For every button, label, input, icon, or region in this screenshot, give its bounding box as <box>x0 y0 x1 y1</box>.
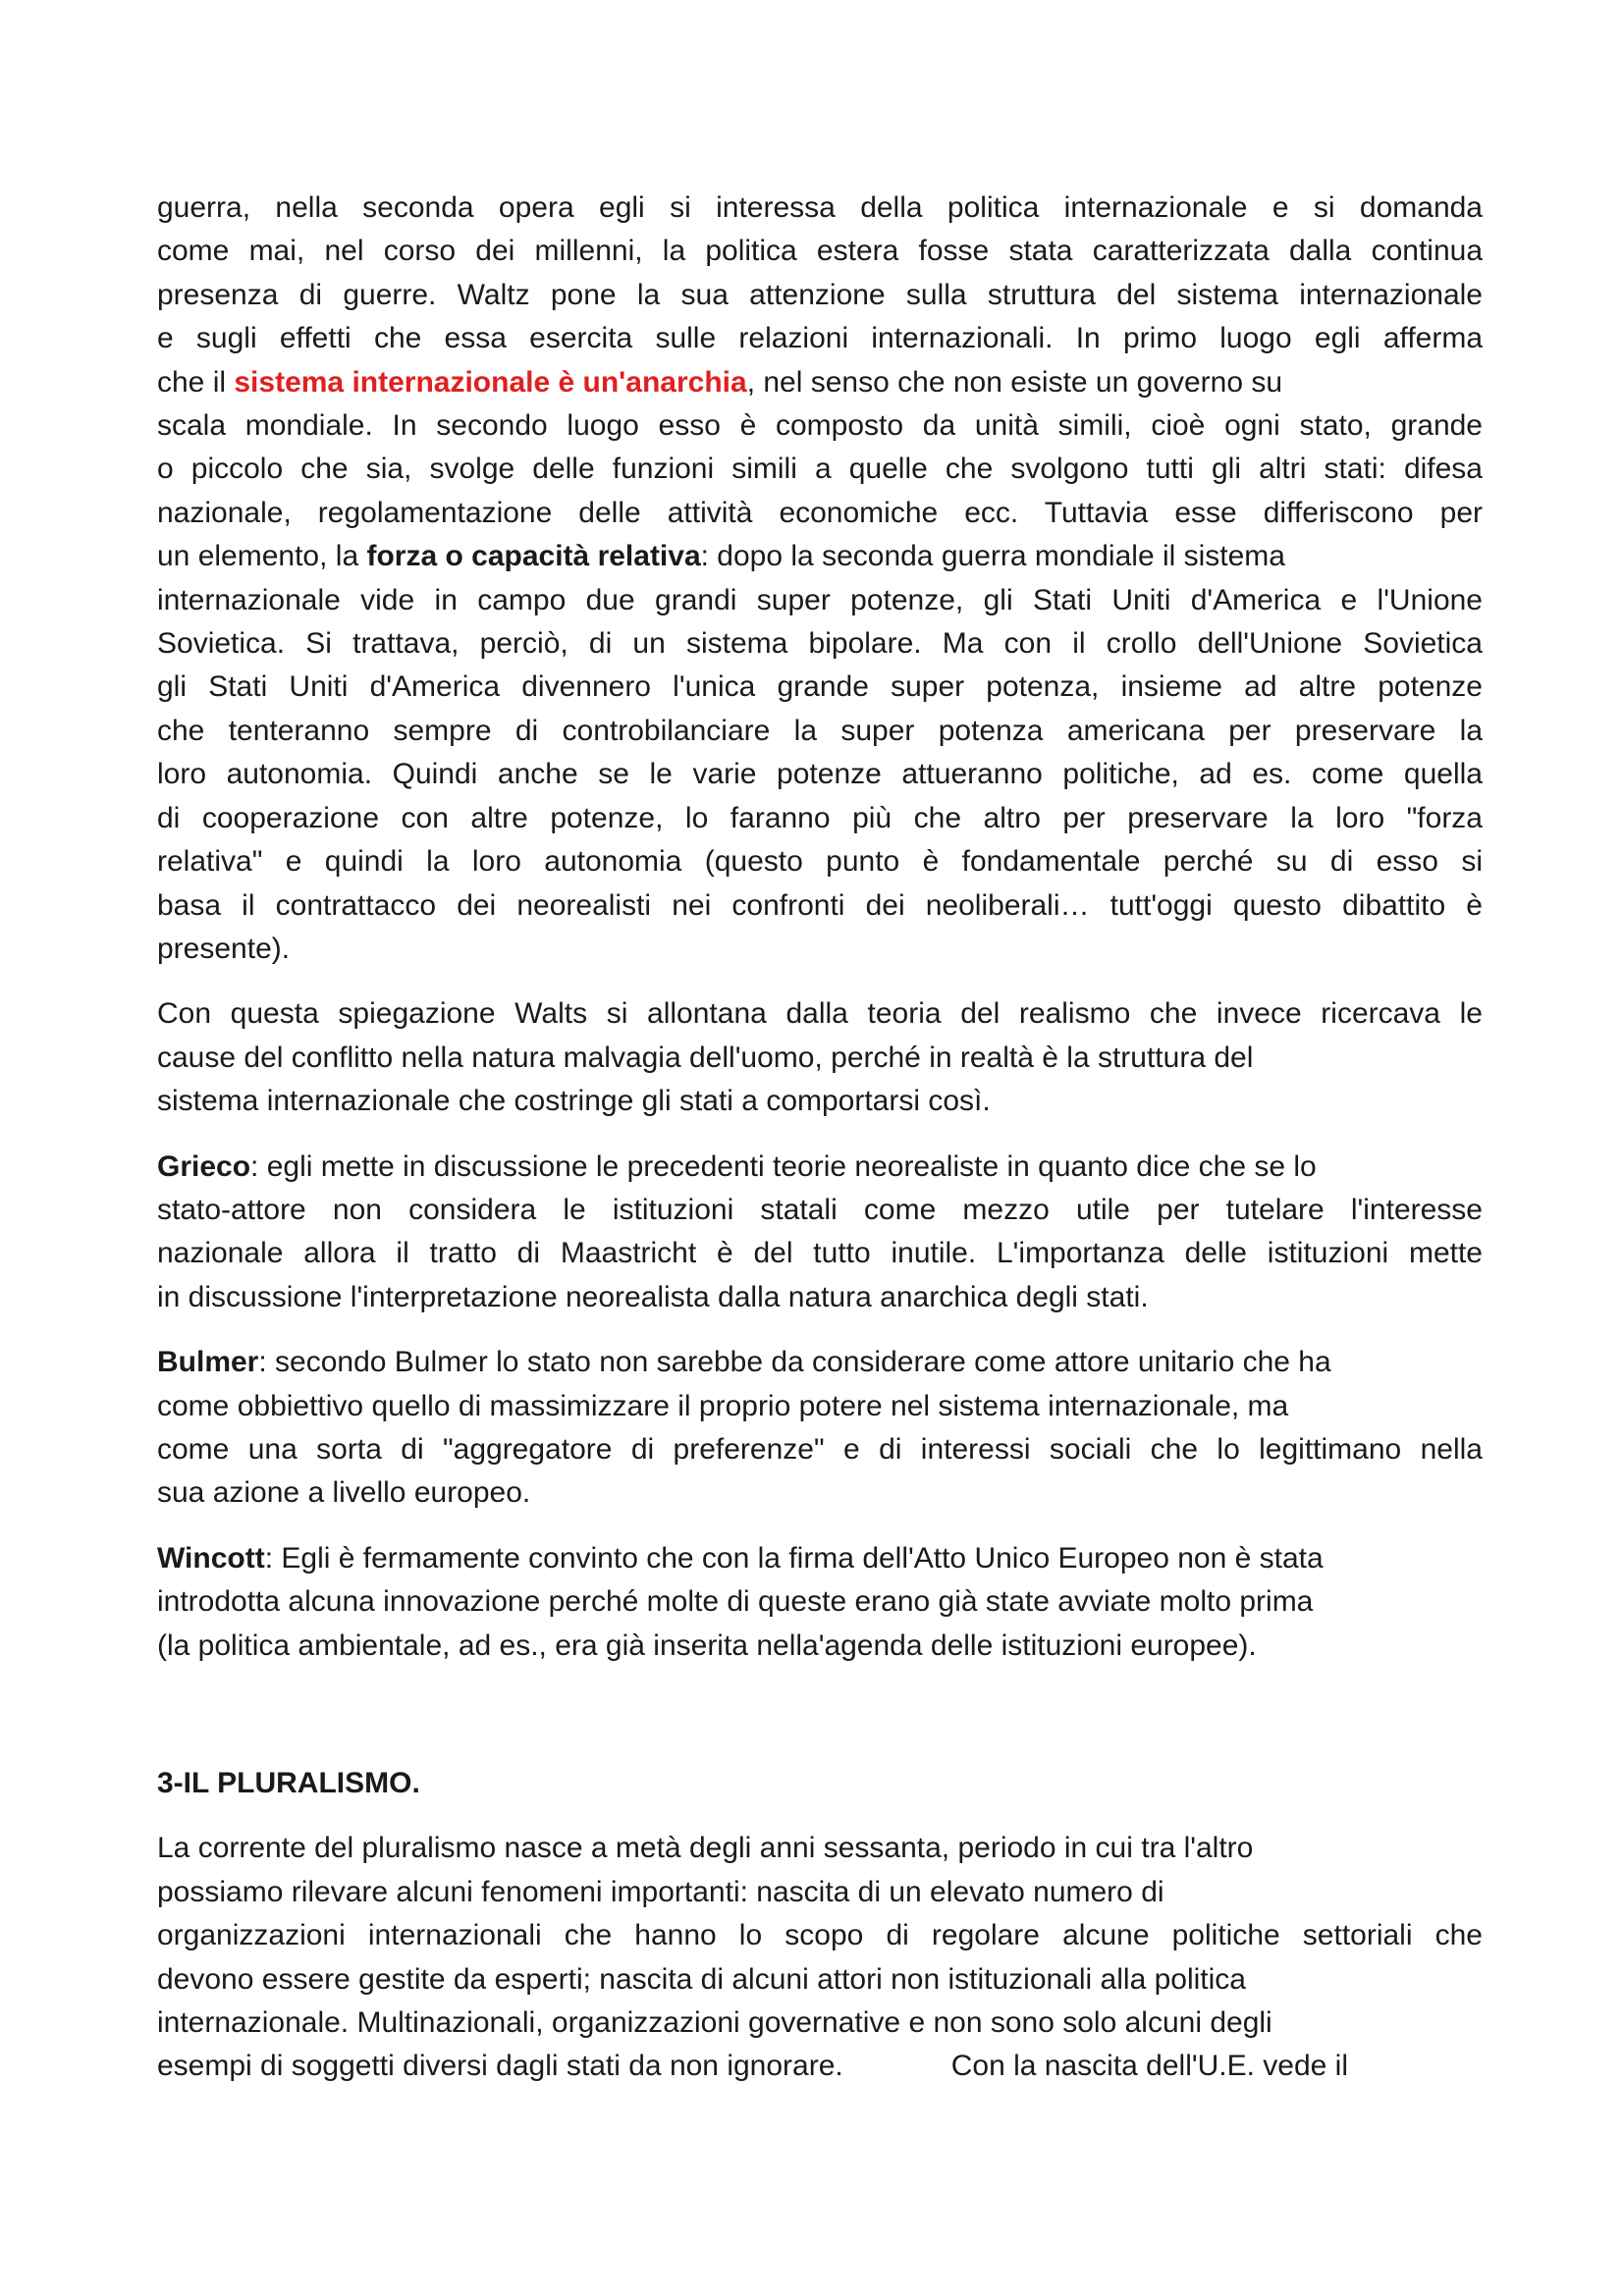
section-spacer <box>157 1668 1483 1762</box>
text-line: loro autonomia. Quindi anche se le varie potenze attueranno politiche, ad es. come quella <box>157 758 1483 791</box>
text-line: introdotta alcuna innovazione perché molte di queste erano già state avviate molto prima <box>157 1585 1314 1619</box>
text-line: come obbiettivo quello di massimizzare il proprio potere nel sistema internazionale, ma <box>157 1389 1289 1422</box>
text-line: di cooperazione con altre potenze, lo faranno più che altro per preservare la loro "forza <box>157 801 1483 834</box>
text-line <box>157 535 1483 578</box>
text-line: stato-attore non considera le istituzioni statali come mezzo utile per tutelare l'interesse <box>157 1193 1483 1226</box>
text-line: sistema internazionale che costringe gli stati a comportarsi così. <box>157 1085 991 1118</box>
text-line: guerra, nella seconda opera egli si interessa della politica internazionale e si domanda <box>157 191 1483 224</box>
text-fragment: , nel senso che non esiste un governo su <box>746 365 1283 399</box>
text-line: presenza di guerre. Waltz pone la sua attenzione sulla struttura del sistema internazionale <box>157 278 1483 311</box>
paragraph-grieco <box>157 1146 1483 1320</box>
document-page <box>157 187 1483 2089</box>
text-fragment: esempi di soggetti diversi dagli stati da non ignorare. <box>157 2050 843 2083</box>
text-line: nazionale, regolamentazione delle attività economiche ecc. Tuttavia esse differiscono per <box>157 496 1483 529</box>
text-line: possiamo rilevare alcuni fenomeni importanti: nascita di un elevato numero di <box>157 1875 1164 1908</box>
text-fragment: : dopo la seconda guerra mondiale il sistema <box>700 540 1285 573</box>
author-name-wincott: Wincott <box>157 1541 265 1575</box>
text-line: internazionale vide in campo due grandi super potenze, gli Stati Uniti d'America e l'Unione <box>157 583 1483 616</box>
text-line: in discussione l'interpretazione neorealista dalla natura anarchica degli stati. <box>157 1280 1149 1313</box>
author-name-bulmer: Bulmer <box>157 1346 259 1379</box>
text-line: presente). <box>157 932 291 965</box>
text-line: Con questa spiegazione Walts si allontana dalla teoria del realismo che invece ricercava le <box>157 997 1483 1031</box>
paragraph-spacer <box>157 1805 1483 1827</box>
section-heading: 3-IL PLURALISMO. <box>157 1767 420 1799</box>
paragraph-spacer <box>157 1124 1483 1146</box>
highlight-anarchia: sistema internazionale è un'anarchia <box>234 365 747 399</box>
paragraph-waltz <box>157 187 1483 971</box>
text-line <box>157 1537 1483 1580</box>
paragraph-pluralismo <box>157 1827 1483 2088</box>
text-fragment: che il <box>157 365 235 399</box>
text-line: gli Stati Uniti d'America divennero l'unica grande super potenza, insieme ad altre potenze <box>157 670 1483 704</box>
text-line: nazionale allora il tratto di Maastricht è del tutto inutile. L'importanza delle istituzioni mette <box>157 1237 1483 1270</box>
text-line: organizzazioni internazionali che hanno lo scopo di regolare alcune politiche settoriali che <box>157 1919 1483 1952</box>
text-line: basa il contrattacco dei neorealisti nei confronti dei neoliberali… tutt'oggi questo dibattito è <box>157 888 1483 922</box>
bold-forza-relativa: forza o capacità relativa <box>366 540 701 573</box>
text-line: (la politica ambientale, ad es., era già inserita nella'agenda delle istituzioni europee). <box>157 1629 1257 1662</box>
text-line: e sugli effetti che essa esercita sulle relazioni internazionali. In primo luogo egli afferma <box>157 322 1483 355</box>
text-line <box>157 361 1483 404</box>
paragraph-spacer <box>157 1516 1483 1537</box>
text-fragment: : secondo Bulmer lo stato non sarebbe da considerare come attore unitario che ha <box>258 1346 1331 1379</box>
text-line: relativa" e quindi la loro autonomia (questo punto è fondamentale perché su di esso si <box>157 845 1483 879</box>
text-fragment: : egli mette in discussione le precedenti teorie neorealiste in quanto dice che se lo <box>250 1149 1317 1183</box>
text-line: o piccolo che sia, svolge delle funzioni simili a quelle che svolgono tutti gli altri stati: difesa <box>157 453 1483 486</box>
paragraph-spacer <box>157 1319 1483 1341</box>
author-name-grieco: Grieco <box>157 1149 251 1183</box>
text-fragment: un elemento, la <box>157 540 367 573</box>
text-line <box>157 1341 1483 1384</box>
text-line: devono essere gestite da esperti; nascita di alcuni attori non istituzionali alla politica <box>157 1962 1246 1996</box>
paragraph-spacer <box>157 971 1483 992</box>
text-line: come una sorta di "aggregatore di preferenze" e di interessi sociali che lo legittimano nella <box>157 1432 1483 1466</box>
text-line: La corrente del pluralismo nasce a metà degli anni sessanta, periodo in cui tra l'altro <box>157 1832 1254 1865</box>
text-line <box>157 2045 1483 2088</box>
paragraph-walts <box>157 992 1483 1123</box>
text-fragment: : Egli è fermamente convinto che con la firma dell'Atto Unico Europeo non è stata <box>264 1541 1324 1575</box>
text-line: cause del conflitto nella natura malvagia dell'uomo, perché in realtà è la struttura del <box>157 1041 1254 1074</box>
text-line: scala mondiale. In secondo luogo esso è composto da unità simili, cioè ogni stato, grande <box>157 409 1483 443</box>
text-line: internazionale. Multinazionali, organizzazioni governative e non sono solo alcuni degli <box>157 2006 1272 2040</box>
text-line <box>157 1146 1483 1189</box>
text-line: sua azione a livello europeo. <box>157 1476 531 1510</box>
text-line: come mai, nel corso dei millenni, la politica estera fosse stata caratterizzata dalla continua <box>157 235 1483 268</box>
paragraph-wincott <box>157 1537 1483 1668</box>
text-line: Sovietica. Si trattava, perciò, di un sistema bipolare. Ma con il crollo dell'Unione Sovietica <box>157 627 1483 661</box>
text-line: che tenteranno sempre di controbilanciare la super potenza americana per preservare la <box>157 714 1483 747</box>
paragraph-bulmer <box>157 1341 1483 1516</box>
text-fragment: Con la nascita dell'U.E. vede il <box>950 2050 1349 2083</box>
